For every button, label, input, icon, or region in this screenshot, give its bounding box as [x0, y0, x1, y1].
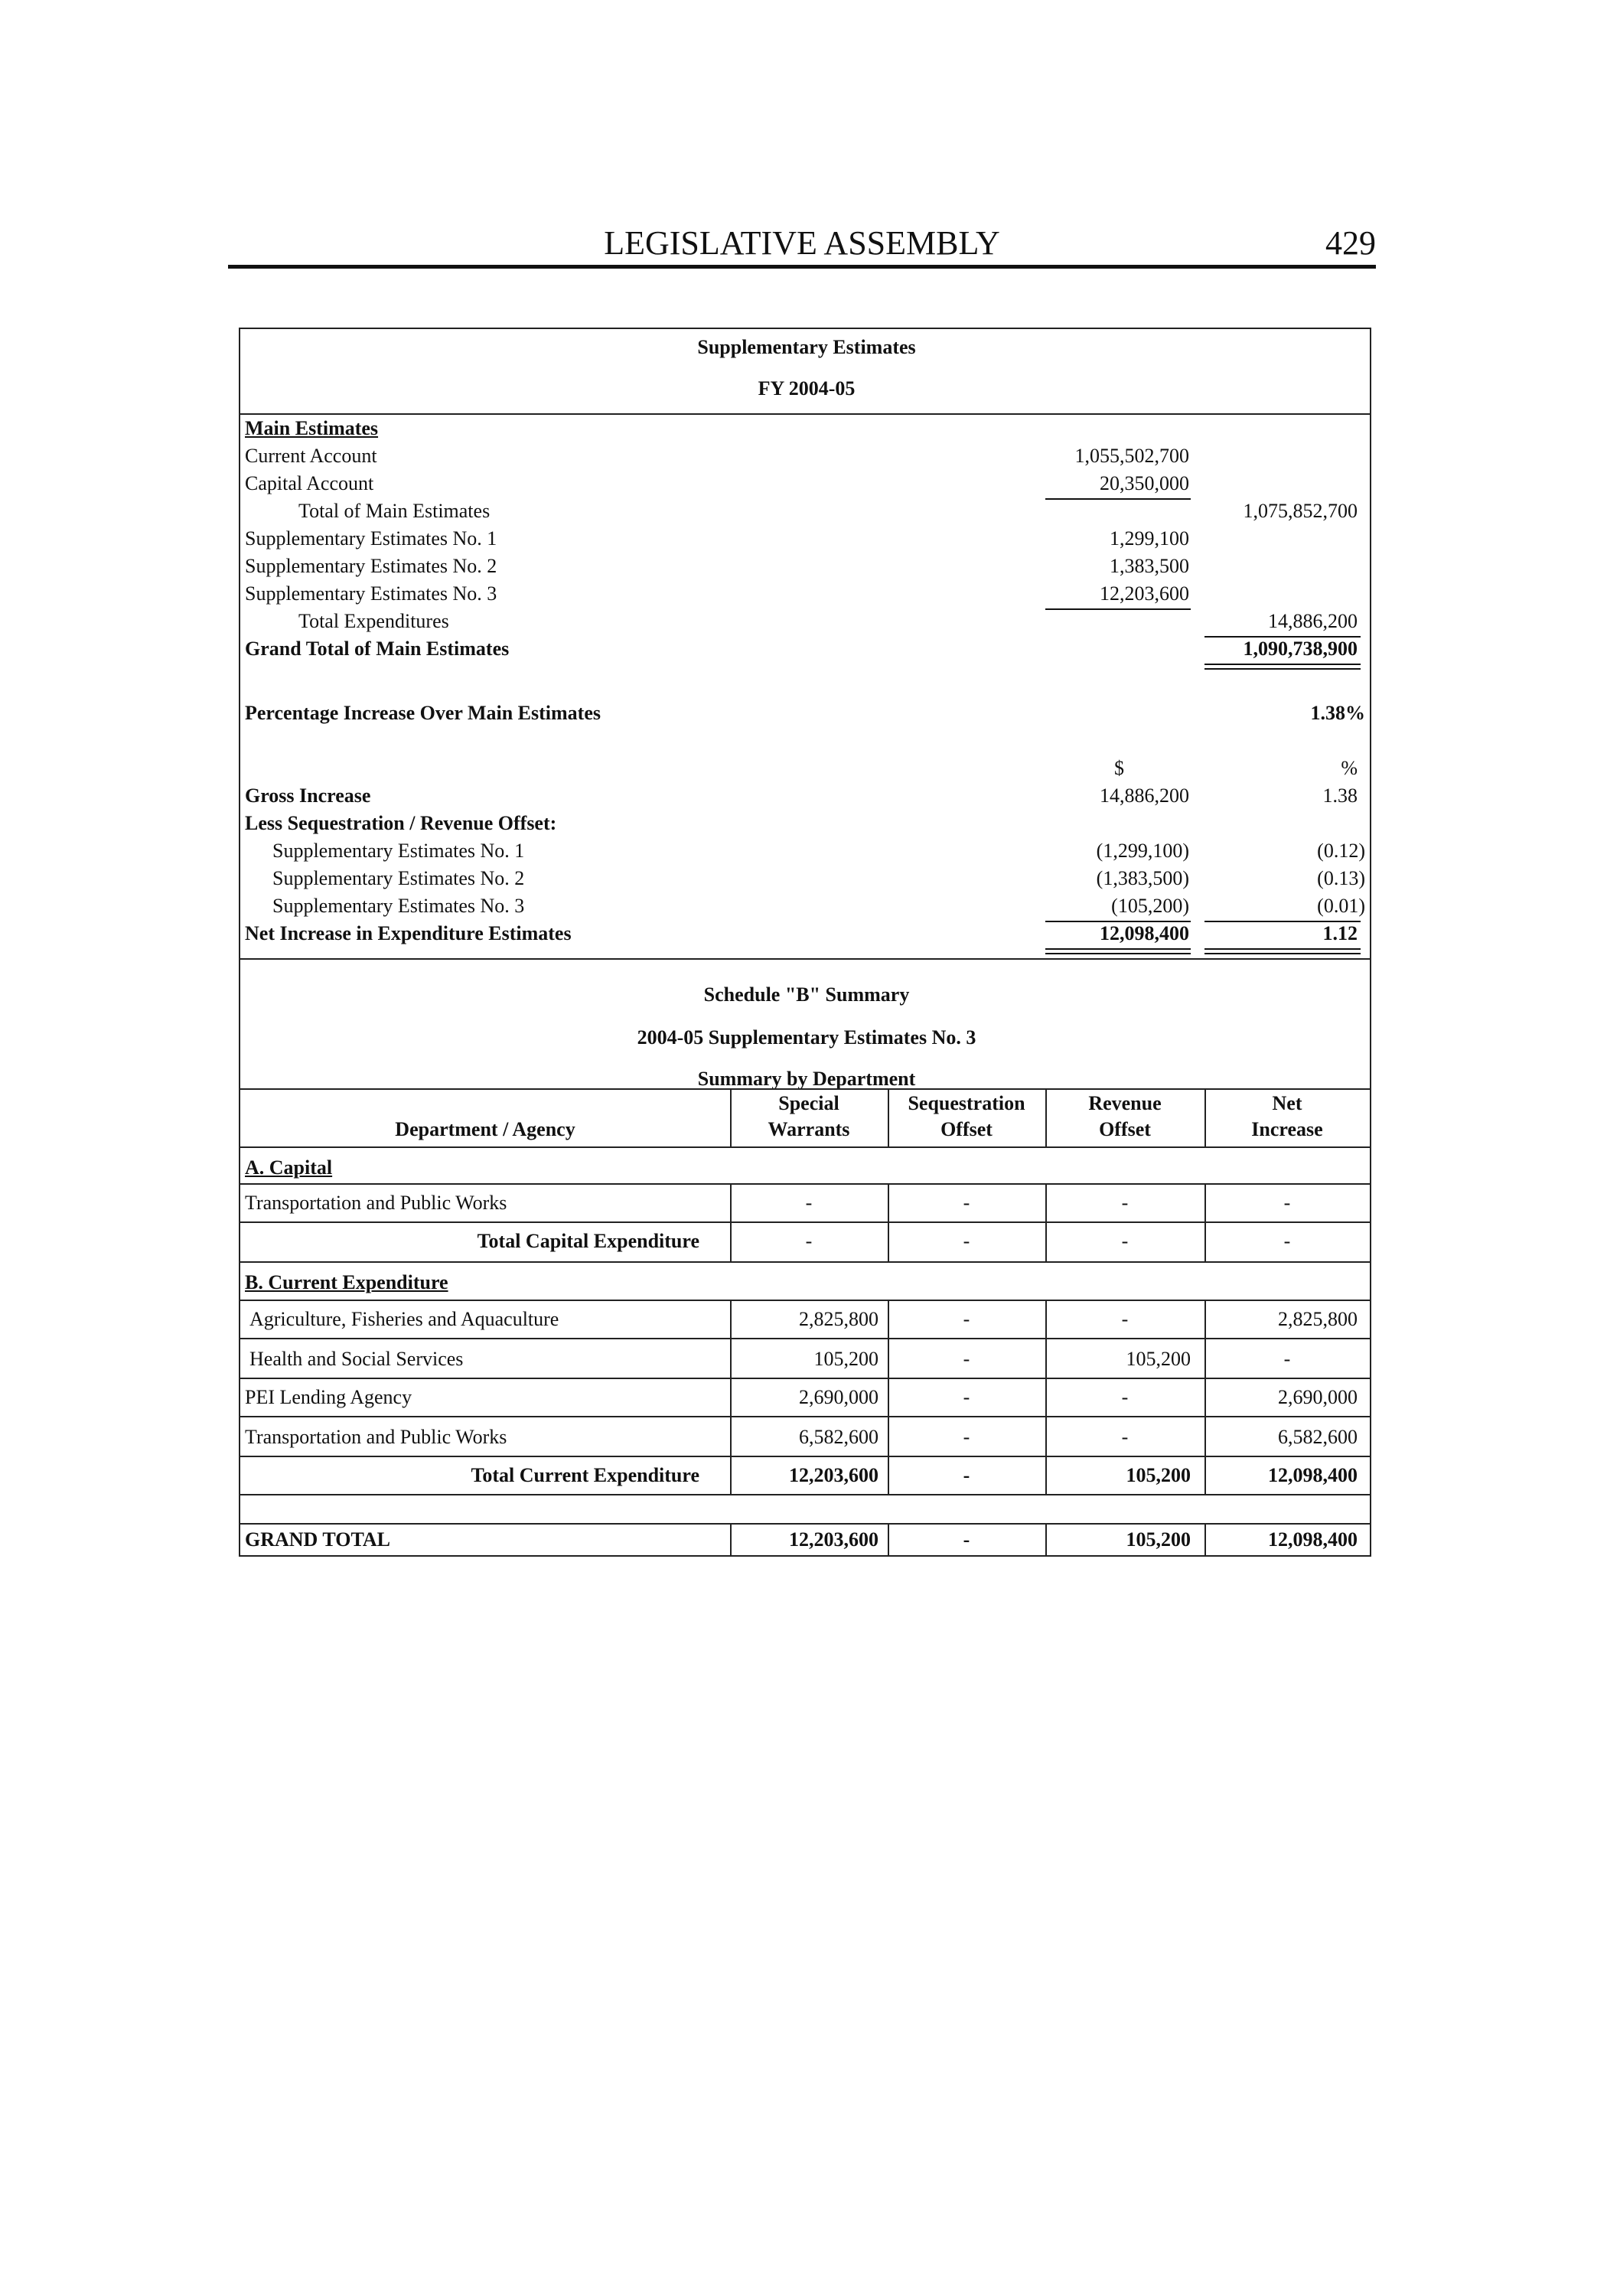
rule [240, 1146, 1370, 1148]
cell-seq: - [963, 1426, 970, 1448]
rule [240, 1523, 1370, 1525]
grand-total-main-label: Grand Total of Main Estimates [245, 638, 510, 660]
row-label: Capital Account [245, 472, 374, 494]
schedule-by-dept: Summary by Department [697, 1068, 916, 1090]
cell-seq: - [963, 1230, 970, 1252]
col-header-net: Increase [1251, 1118, 1323, 1140]
supp-title: Supplementary Estimates [697, 336, 916, 358]
gross-increase-label: Gross Increase [245, 784, 371, 807]
cell-seq: - [963, 1464, 970, 1486]
col-header-seq: Offset [940, 1118, 993, 1140]
offset-label: Supplementary Estimates No. 1 [272, 840, 525, 862]
row-label: Total Expenditures [298, 610, 449, 632]
col-rule [730, 1300, 732, 1495]
table-row-dept: Health and Social Services [249, 1348, 464, 1370]
double-underline [1204, 953, 1361, 954]
supp-fy: FY 2004-05 [758, 377, 856, 400]
cell-seq: - [963, 1528, 970, 1551]
rule [240, 1494, 1370, 1495]
col-rule [730, 1523, 732, 1555]
section-current: B. Current Expenditure [245, 1271, 448, 1293]
pct-increase-label: Percentage Increase Over Main Estimates [245, 702, 601, 724]
less-offset-label: Less Sequestration / Revenue Offset: [245, 812, 557, 834]
col-rule [1204, 1300, 1206, 1495]
rule [240, 413, 1370, 415]
page-number: 429 [1325, 224, 1376, 262]
rule [240, 1183, 1370, 1185]
cell-rev: - [1121, 1426, 1129, 1448]
col-header-rev: Offset [1099, 1118, 1151, 1140]
col-header-seq: Sequestration [908, 1092, 1025, 1114]
cell-seq: - [963, 1192, 970, 1214]
grand-total-label: GRAND TOTAL [245, 1528, 390, 1551]
cell-seq: - [963, 1308, 970, 1330]
double-underline [1045, 948, 1191, 950]
double-underline [1204, 668, 1361, 670]
section-rule [240, 958, 1370, 960]
rule [240, 1456, 1370, 1457]
cell-special: - [805, 1192, 813, 1214]
cell-rev: - [1121, 1230, 1129, 1252]
rule [240, 1221, 1370, 1223]
col-header-net: Net [1272, 1092, 1302, 1114]
col-rule [1045, 1523, 1047, 1555]
col-header-special: Special [778, 1092, 839, 1114]
offset-label: Supplementary Estimates No. 3 [272, 895, 525, 917]
col-header-rev: Revenue [1088, 1092, 1162, 1114]
table-row-dept: Transportation and Public Works [245, 1192, 507, 1214]
page-header [228, 223, 1376, 268]
page-title: LEGISLATIVE ASSEMBLY [604, 224, 1000, 262]
table-row-dept: PEI Lending Agency [245, 1386, 412, 1408]
underline [1045, 498, 1191, 500]
rule [240, 1261, 1370, 1263]
rule [240, 1378, 1370, 1379]
estimates-table: Supplementary Estimates FY 2004-05 Main Estimates Current Account 1,055,502,700 Capital Account 20,350,000 Total of Main Estimates 1,075,852,700 Supplementary Estimates No. 1 1,299,100 Supplementary Estimates No. 2 1,383,500 Supplementary Estimates No. 3 12,203,600 Total Expenditures 14,886,200 Grand Total of Main Estimates 1,090,738,900 Percentage Increase Over Main Estimates 1.38% $ % Gross Increase 14,886,200 1.38 Less Sequestration / Revenue Offset: Supplementary Estimates No. 1 (1,299,100) (0.12) Supplementary Estimates No. 2 (1,383,500) (0.13) Supplementary Estimates No. 3 (105,200) (0.01) Net Increase in Expenditure Estimates 12,098,400 1.12 Schedule "B" Summary 2004-05 Supplementary Estimates No. 3 Summary by Department Department / Agency Special Warrants Sequestration Offset Revenue Offset Net Increase A. Capital Transportation and Public Works - - - - Total Capital Expenditure - - - - B. Current Expenditure Agriculture, Fisheries and Aquaculture 2,825,800 - - 2,825,800 Health and Social Services 105,200 - 105,200 - PEI Lending Agency 2,690,000 - - 2,690,000 Transportation and Public Works 6,582,600 - - 6,582,600 Total Current Expenditure 12,203,600 - 105,200 12,098,400 GRAND TOTAL 12,203,600 - 105,200 12,098,400 [239, 328, 1371, 1557]
rule [240, 1338, 1370, 1339]
cell-rev: - [1121, 1192, 1129, 1214]
offset-label: Supplementary Estimates No. 2 [272, 867, 525, 889]
cell-seq: - [963, 1386, 970, 1408]
cell-rev: - [1121, 1308, 1129, 1330]
section-capital: A. Capital [245, 1156, 333, 1179]
col-header-special: Warrants [768, 1118, 850, 1140]
row-label: Supplementary Estimates No. 1 [245, 527, 497, 550]
table-row-dept: Transportation and Public Works [245, 1426, 507, 1448]
row-label: Supplementary Estimates No. 2 [245, 555, 497, 577]
cell-net: - [1283, 1192, 1291, 1214]
table-row-dept: Agriculture, Fisheries and Aquaculture [249, 1308, 559, 1330]
underline [1045, 608, 1191, 610]
net-increase-label: Net Increase in Expenditure Estimates [245, 922, 572, 944]
rule [240, 1300, 1370, 1301]
col-rule [1204, 1523, 1206, 1555]
col-header-dollar: $ [1114, 757, 1124, 779]
schedule-title: Schedule "B" Summary [703, 983, 910, 1006]
cell-net: - [1283, 1230, 1291, 1252]
rule [240, 1416, 1370, 1417]
cell-seq: - [963, 1348, 970, 1370]
cell-special: - [805, 1230, 813, 1252]
cell-rev: - [1121, 1386, 1129, 1408]
double-underline [1204, 948, 1361, 950]
main-estimates-heading: Main Estimates [245, 417, 379, 439]
cell-net: - [1283, 1348, 1291, 1370]
header-rule [228, 265, 1376, 269]
row-label: Total of Main Estimates [298, 500, 491, 522]
double-underline [1204, 664, 1361, 665]
row-label: Current Account [245, 445, 377, 467]
col-header-dept: Department / Agency [395, 1118, 575, 1140]
row-label: Supplementary Estimates No. 3 [245, 582, 497, 605]
double-underline [1045, 953, 1191, 954]
schedule-subtitle: 2004-05 Supplementary Estimates No. 3 [637, 1026, 976, 1049]
